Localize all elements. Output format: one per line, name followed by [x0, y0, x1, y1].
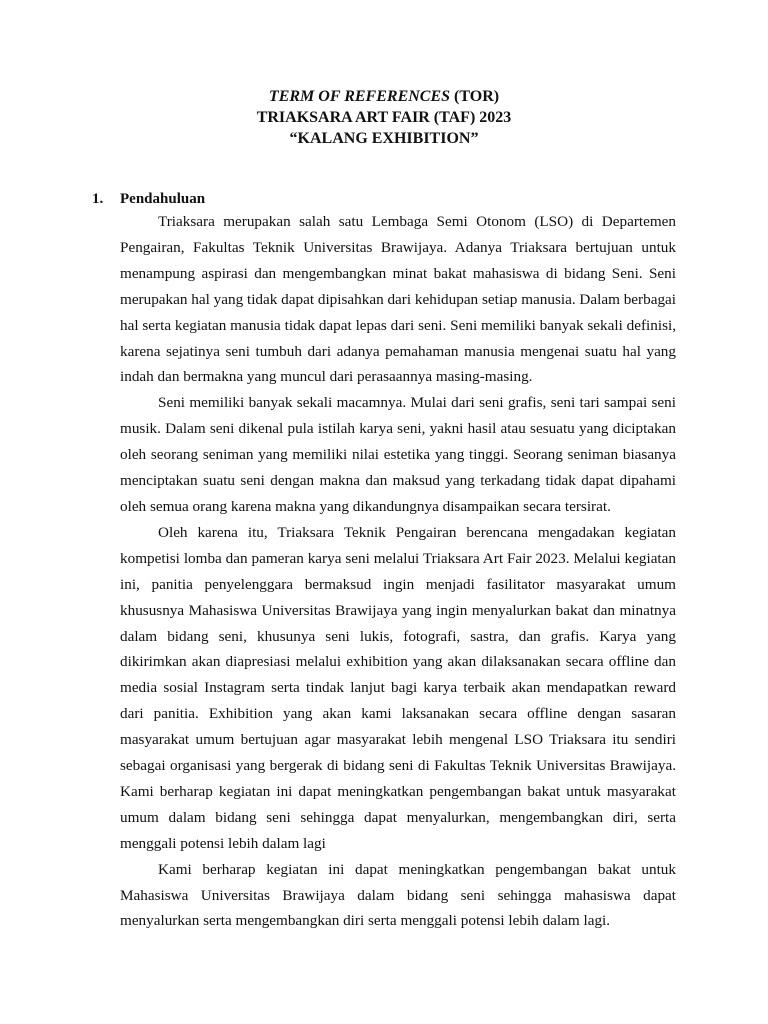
- section-body: [120, 209, 676, 934]
- section-heading: Pendahuluan: [120, 191, 206, 207]
- paragraph: Oleh karena itu, Triaksara Teknik Pengairan berencana mengadakan kegiatan kompetisi lomba dan pameran karya seni melalui Triaksara Art Fair 2023. Melalui kegiatan ini, panitia penyelenggara bermaksud ingin menjadi fasilitator masyarakat umum khususnya Mahasiswa Universitas Brawijaya yang ingin menyalurkan bakat dan minatnya dalam bidang seni, khusunya seni lukis, fotografi, sastra, dan grafis. Karya yang dikirimkan akan diapresiasi melalui exhibition yang akan dilaksanakan secara offline dan media sosial Instagram serta tindak lanjut bagi karya terbaik akan mendapatkan reward dari panitia. Exhibition yang akan kami laksanakan secara offline dengan sasaran masyarakat umum bertujuan agar masyarakat lebih mengenal LSO Triaksara itu sendiri sebagai organisasi yang bergerak di bidang seni di Fakultas Teknik Universitas Brawijaya. Kami berharap kegiatan ini dapat meningkatkan pengembangan bakat untuk masyarakat umum dalam bidang seni sehingga dapat menyalurkan, mengembangkan diri, serta menggali potensi lebih dalam lagi: [120, 523, 676, 852]
- title-block: [0, 86, 768, 149]
- section-header: [92, 189, 676, 209]
- paragraph: Seni memiliki banyak sekali macamnya. Mulai dari seni grafis, seni tari sampai seni musik. Dalam seni dikenal pula istilah karya seni, yakni hasil atau sesuatu yang diciptakan oleh seorang seniman yang memiliki nilai estetika yang tinggi. Seorang seniman biasanya menciptakan suatu seni dengan makna dan maksud yang terkadang tidak dapat dipahami oleh semua orang karena makna yang dikandungnya disampaikan secara tersirat.: [120, 394, 676, 515]
- title-italic: TERM OF REFERENCES: [268, 88, 451, 105]
- paragraph: Triaksara merupakan salah satu Lembaga Semi Otonom (LSO) di Departemen Pengairan, Fakultas Teknik Universitas Brawijaya. Adanya Triaksara bertujuan untuk menampung aspirasi dan mengembangkan minat bakat mahasiswa di bidang Seni. Seni merupakan hal yang tidak dapat dipisahkan dari kehidupan setiap manusia. Dalam berbagai hal serta kegiatan manusia tidak dapat lepas dari seni. Seni memiliki banyak sekali definisi, karena sejatinya seni tumbuh dari adanya pemahaman manusia mengenai suatu hal yang indah dan bermakna yang muncul dari perasaannya masing-masing.: [120, 213, 676, 386]
- section-number: 1.: [92, 191, 104, 207]
- event-name: “KALANG EXHIBITION”: [289, 130, 479, 147]
- paragraph: Kami berharap kegiatan ini dapat meningkatkan pengembangan bakat untuk Mahasiswa Universitas Brawijaya dalam bidang seni sehingga mahasiswa dapat menyalurkan serta mengembangkan diri serta menggali potensi lebih dalam lagi.: [120, 860, 676, 930]
- title-suffix: (TOR): [450, 88, 500, 105]
- document-title: [0, 86, 768, 107]
- document-subtitle: TRIAKSARA ART FAIR (TAF) 2023: [256, 109, 512, 126]
